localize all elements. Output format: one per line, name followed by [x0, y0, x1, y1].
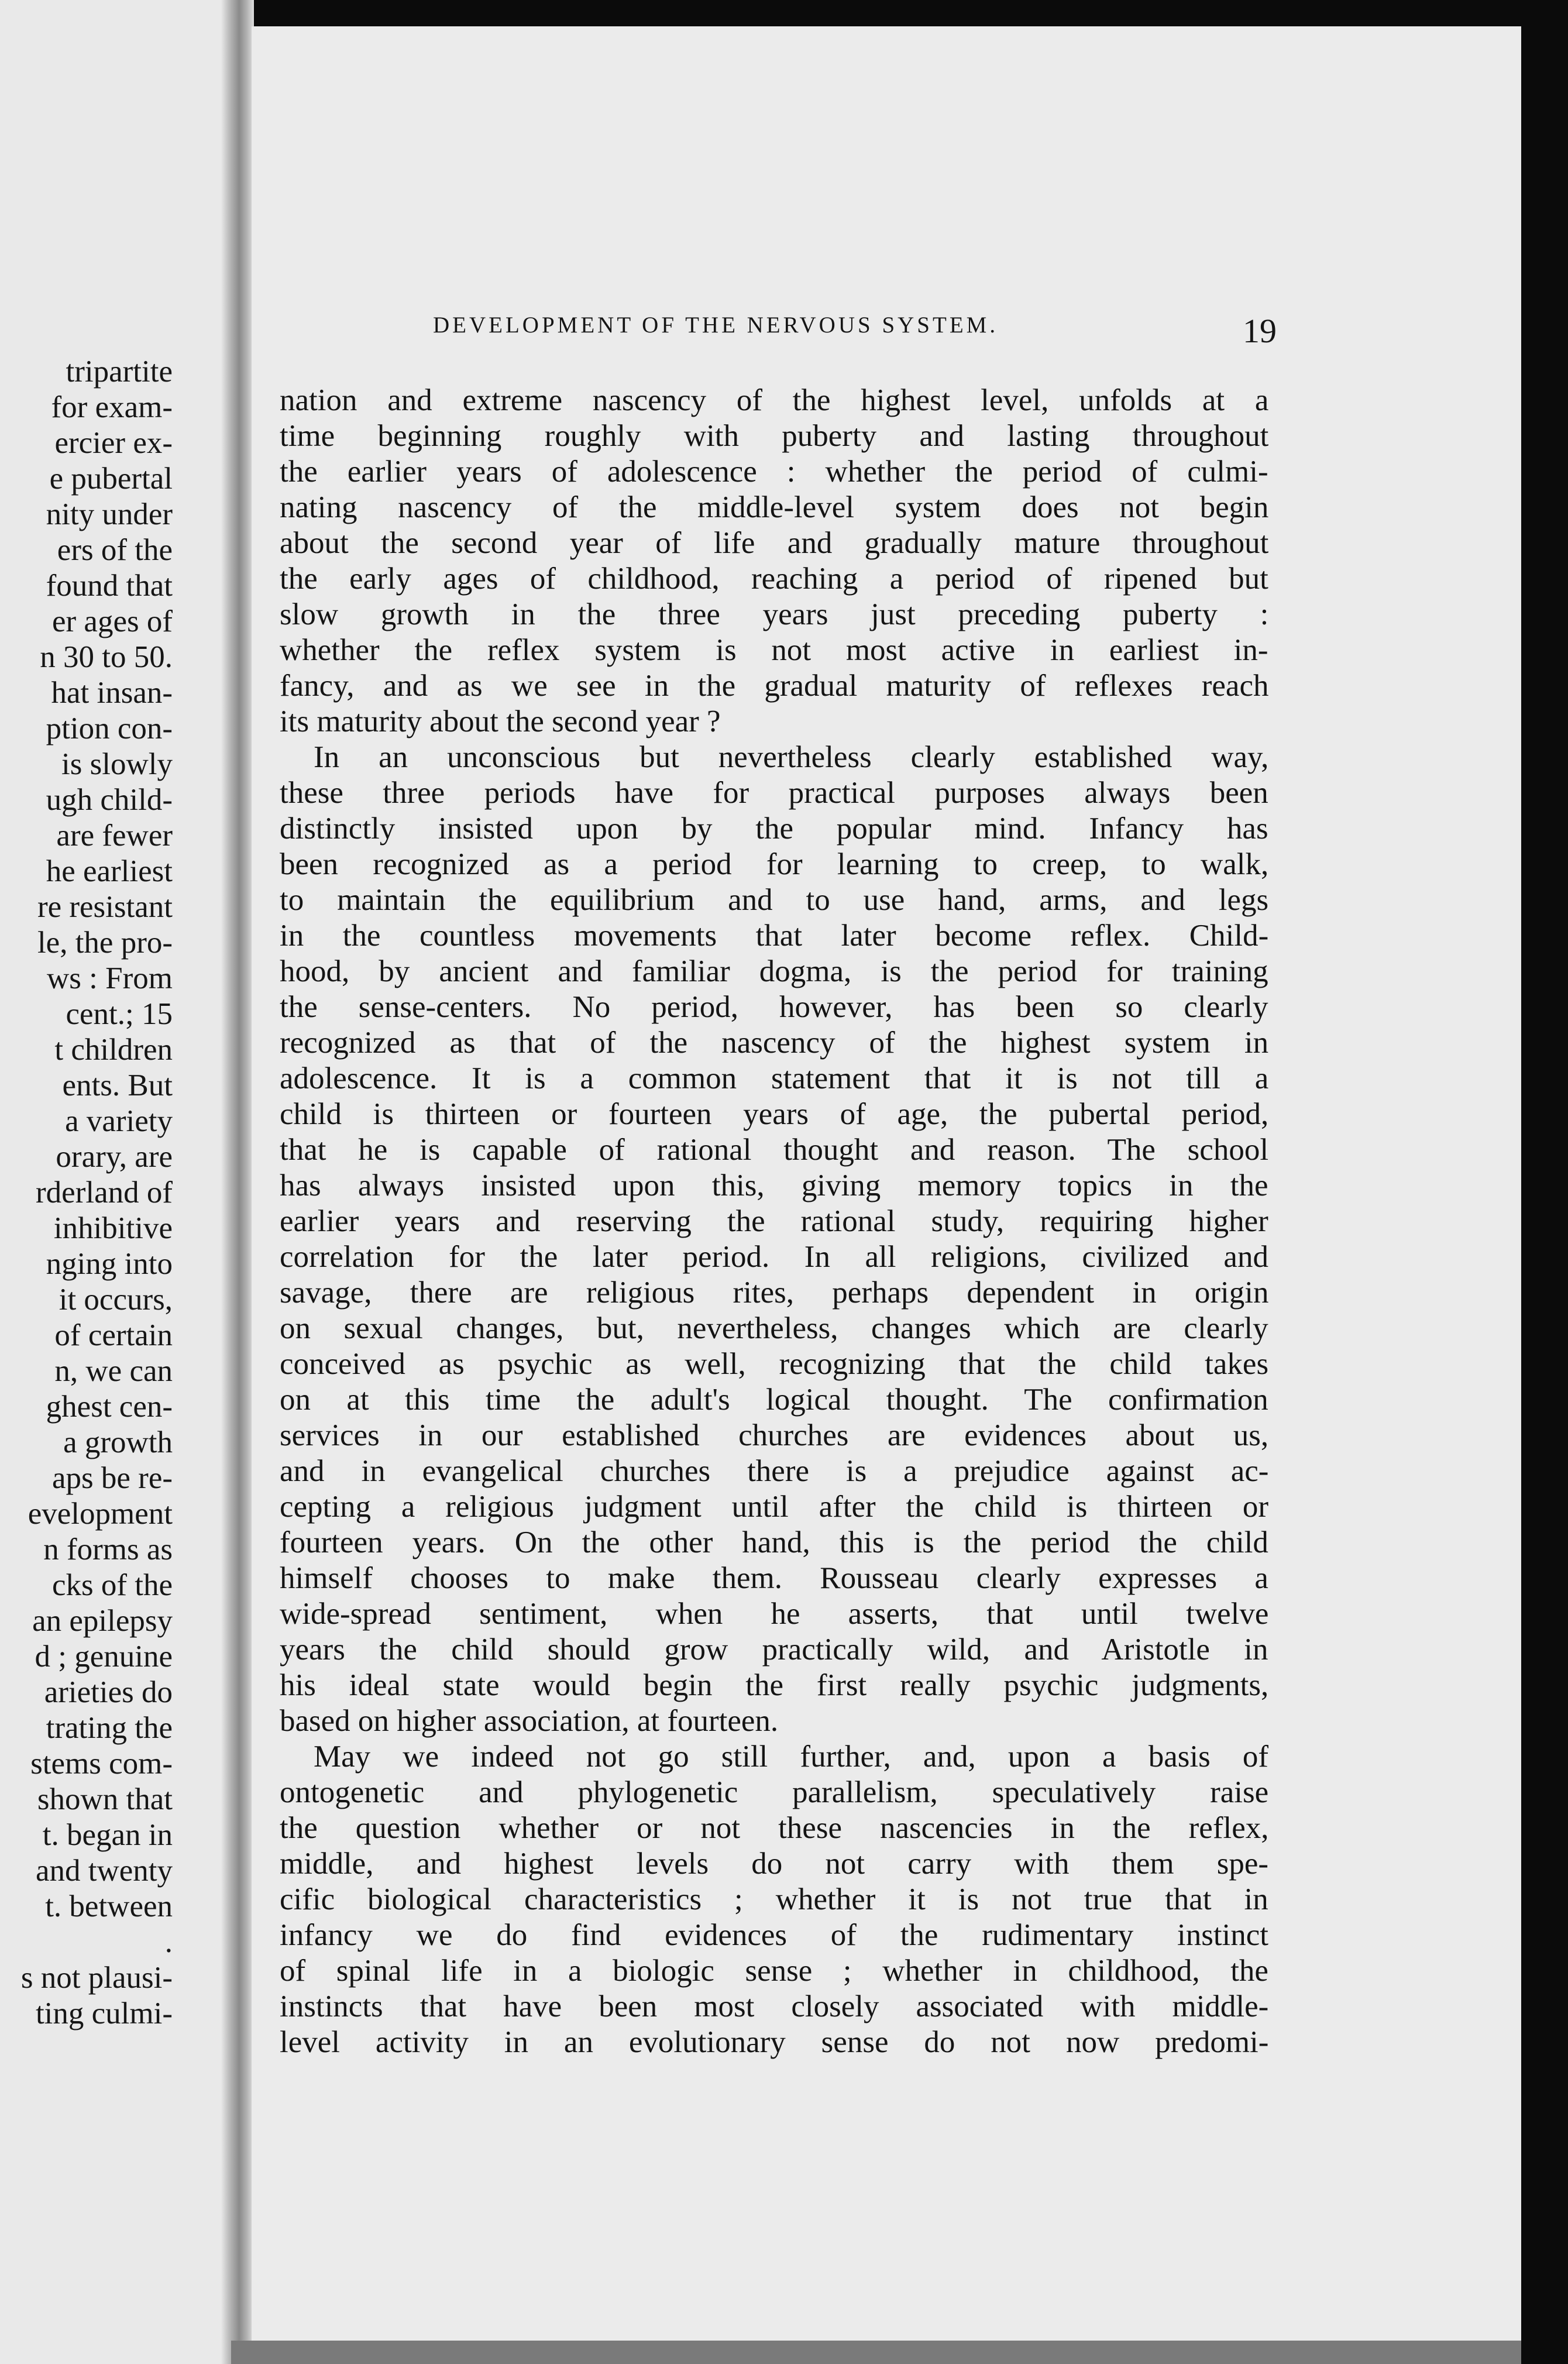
previous-page-line: n forms as [43, 1533, 173, 1566]
previous-page-line: a growth [63, 1425, 173, 1459]
body-line: that he is capable of rational thought and reason. The school [280, 1133, 1268, 1167]
body-line: wide-spread sentiment, when he asserts, that until twelve [280, 1597, 1268, 1631]
previous-page-line: arieties do [44, 1675, 173, 1709]
body-line: adolescence. It is a common statement that it is not till a [280, 1061, 1268, 1095]
body-line: on sexual changes, but, nevertheless, changes which are clearly [280, 1311, 1268, 1345]
body-line: fancy, and as we see in the gradual maturity of reflexes reach [280, 669, 1268, 703]
previous-page-line: tripartite [66, 355, 173, 389]
body-line: May we indeed not go still further, and, upon a basis of [314, 1740, 1268, 1774]
body-line: conceived as psychic as well, recognizing that the child takes [280, 1347, 1268, 1381]
body-line: correlation for the later period. In all religions, civilized and [280, 1240, 1268, 1274]
previous-page-line: aps be re- [52, 1461, 173, 1495]
previous-page-line: evelopment [27, 1497, 173, 1531]
previous-page-line: ws : From [47, 961, 173, 995]
previous-page-line: t children [54, 1033, 173, 1067]
previous-page-line: ers of the [57, 533, 173, 567]
scan-border [1521, 0, 1568, 2364]
previous-page-line: nging into [46, 1247, 173, 1281]
previous-page [0, 0, 231, 2364]
previous-page-line: t. between [45, 1889, 173, 1923]
previous-page-line: a variety [65, 1104, 173, 1138]
body-line: cepting a religious judgment until after the child is thirteen or [280, 1490, 1268, 1524]
body-line: level activity in an evolutionary sense do not now predomi- [280, 2025, 1268, 2059]
previous-page-line: hat insan- [51, 676, 173, 710]
body-line: and in evangelical churches there is a prejudice against ac- [280, 1454, 1268, 1488]
previous-page-line: ents. But [62, 1068, 173, 1102]
body-line: infancy we do find evidences of the rudimentary instinct [280, 1918, 1268, 1952]
body-line: on at this time the adult's logical thought. The confirmation [280, 1383, 1268, 1417]
previous-page-line: cent.; 15 [66, 997, 173, 1031]
body-line: recognized as that of the nascency of the highest system in [280, 1026, 1268, 1060]
previous-page-line: it occurs, [59, 1283, 173, 1317]
body-line: savage, there are religious rites, perhaps dependent in origin [280, 1276, 1268, 1310]
body-line: of spinal life in a biologic sense ; whether in childhood, the [280, 1954, 1268, 1988]
page-body-text [280, 383, 1268, 2060]
body-line: his ideal state would begin the first really psychic judgments, [280, 1668, 1268, 1702]
previous-page-line: and twenty [35, 1854, 173, 1888]
body-line: child is thirteen or fourteen years of age, the pubertal period, [280, 1097, 1268, 1131]
page-bottom-edge [231, 2341, 1521, 2364]
previous-page-line: er ages of [52, 604, 173, 638]
previous-page-line: shown that [37, 1782, 173, 1816]
previous-page-line: ercier ex- [54, 426, 173, 460]
previous-page-line: . [164, 1925, 173, 1959]
previous-page-line: he earliest [46, 854, 173, 888]
previous-page-line: nity under [46, 497, 173, 531]
body-line: its maturity about the second year ? [280, 705, 721, 738]
previous-page-line: t. began in [42, 1818, 173, 1852]
previous-page-line: of certain [54, 1318, 173, 1352]
body-line: fourteen years. On the other hand, this is the period the child [280, 1525, 1268, 1559]
running-header: DEVELOPMENT OF THE NERVOUS SYSTEM. [433, 312, 999, 338]
body-line: nating nascency of the middle-level system does not begin [280, 490, 1268, 524]
previous-page-line: orary, are [56, 1140, 173, 1174]
body-line: the early ages of childhood, reaching a period of ripened but [280, 562, 1268, 596]
body-line: been recognized as a period for learning to creep, to walk, [280, 847, 1268, 881]
previous-page-line: rderland of [36, 1176, 173, 1210]
body-line: cific biological characteristics ; whether it is not true that in [280, 1882, 1268, 1916]
body-line: the question whether or not these nascencies in the reflex, [280, 1811, 1268, 1845]
previous-page-line: n 30 to 50. [40, 640, 173, 674]
book-gutter [221, 0, 254, 2364]
body-line: earlier years and reserving the rational study, requiring higher [280, 1204, 1268, 1238]
body-line: hood, by ancient and familiar dogma, is the period for training [280, 954, 1268, 988]
body-line: distinctly insisted upon by the popular mind. Infancy has [280, 812, 1268, 846]
previous-page-line: ugh child- [46, 783, 173, 817]
body-line: instincts that have been most closely associated with middle- [280, 1990, 1268, 2023]
previous-page-line: are fewer [56, 819, 173, 853]
body-line: these three periods have for practical purposes always been [280, 776, 1268, 810]
previous-page-line: s not plausi- [20, 1961, 173, 1995]
previous-page-line: ghest cen- [46, 1390, 173, 1424]
body-line: In an unconscious but nevertheless clearly established way, [314, 740, 1268, 774]
previous-page-line: re resistant [37, 890, 173, 924]
body-line: himself chooses to make them. Rousseau clearly expresses a [280, 1561, 1268, 1595]
body-line: services in our established churches are evidences about us, [280, 1418, 1268, 1452]
body-line: based on higher association, at fourteen. [280, 1704, 779, 1738]
previous-page-text [0, 354, 173, 2032]
previous-page-line: d ; genuine [35, 1640, 173, 1674]
body-line: years the child should grow practically wild, and Aristotle in [280, 1633, 1268, 1667]
body-line: nation and extreme nascency of the highest level, unfolds at a [280, 383, 1268, 417]
previous-page-line: n, we can [54, 1354, 173, 1388]
body-line: the earlier years of adolescence : whether the period of culmi- [280, 455, 1268, 489]
previous-page-line: inhibitive [53, 1211, 173, 1245]
body-line: to maintain the equilibrium and to use hand, arms, and legs [280, 883, 1268, 917]
previous-page-line: le, the pro- [37, 926, 173, 960]
previous-page-line: e pubertal [49, 462, 173, 496]
body-line: time beginning roughly with puberty and lasting throughout [280, 419, 1268, 453]
body-line: middle, and highest levels do not carry with them spe- [280, 1847, 1268, 1881]
previous-page-line: for exam- [51, 390, 173, 424]
body-line: in the countless movements that later become reflex. Child- [280, 919, 1268, 953]
body-line: ontogenetic and phylogenetic parallelism, speculatively raise [280, 1775, 1268, 1809]
previous-page-line: ting culmi- [35, 1997, 173, 2030]
previous-page-line: cks of the [51, 1568, 173, 1602]
previous-page-line: ption con- [46, 712, 173, 745]
previous-page-line: stems com- [30, 1747, 173, 1781]
body-line: has always insisted upon this, giving memory topics in the [280, 1169, 1268, 1202]
page-number: 19 [1243, 312, 1277, 350]
previous-page-line: found that [46, 569, 173, 603]
previous-page-line: trating the [46, 1711, 173, 1745]
body-line: slow growth in the three years just preceding puberty : [280, 597, 1268, 631]
body-line: the sense-centers. No period, however, has been so clearly [280, 990, 1268, 1024]
body-line: about the second year of life and gradually mature throughout [280, 526, 1268, 560]
body-line: whether the reflex system is not most active in earliest in- [280, 633, 1268, 667]
previous-page-line: is slowly [61, 747, 173, 781]
previous-page-line: an epilepsy [32, 1604, 173, 1638]
